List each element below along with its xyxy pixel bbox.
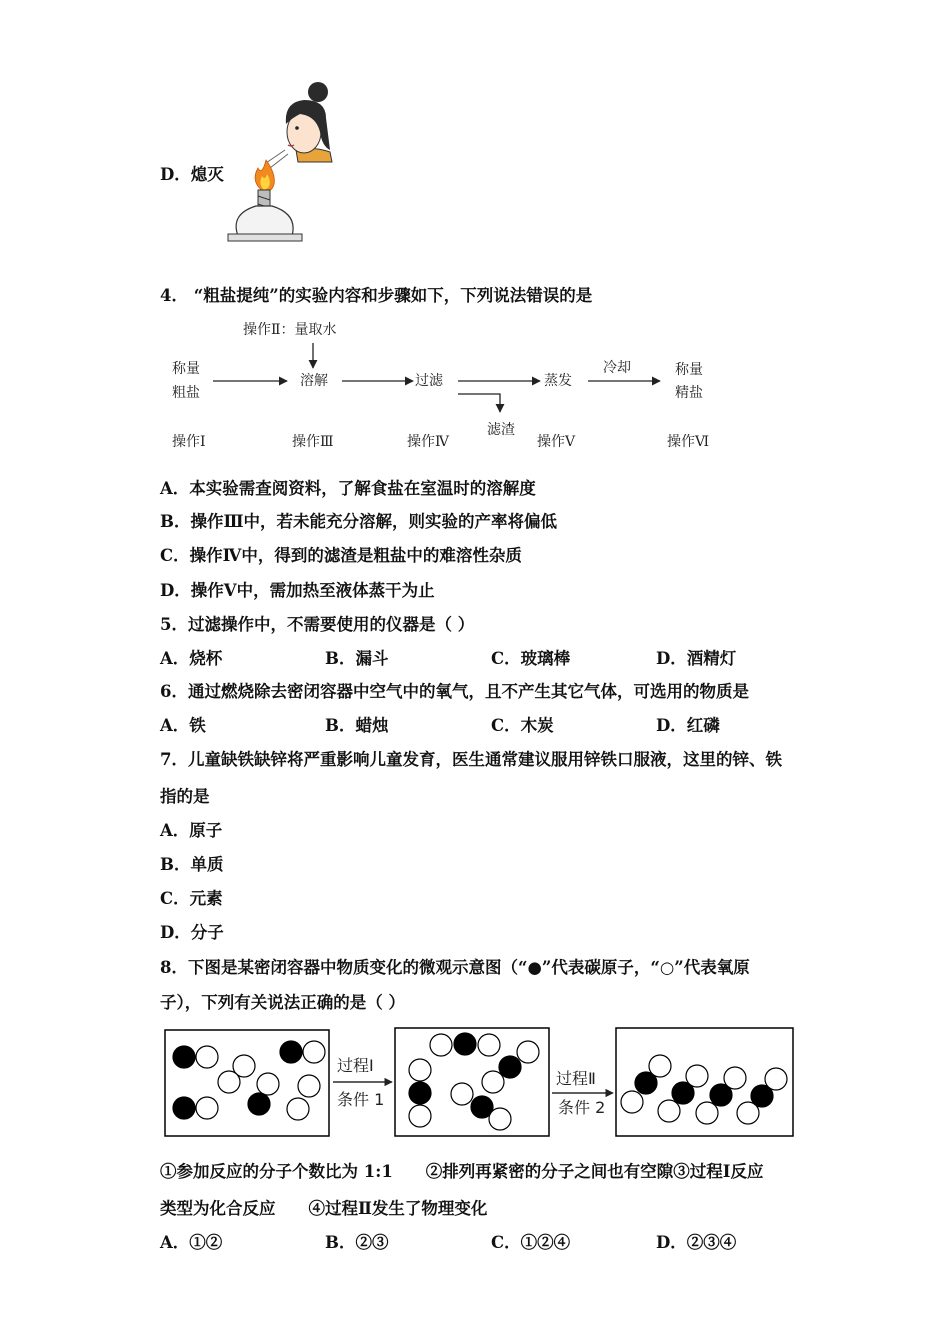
q8-stem-line2: 子），下列有关说法正确的是（ ） — [160, 993, 405, 1012]
q7-stem-line1: 7．儿童缺铁缺锌将严重影响儿童发育，医生通常建议服用锌铁口服液，这里的锌、铁 — [160, 750, 782, 769]
flow-op-label: 操作Ⅰ — [172, 434, 206, 450]
q4-option-a: A．本实验需查阅资料，了解食盐在室温时的溶解度 — [160, 479, 536, 498]
flow-op2-label: 操作Ⅱ：量取水 — [243, 322, 337, 338]
q7-option-c: C．元素 — [160, 889, 223, 908]
flow-op-label: 操作Ⅴ — [537, 434, 576, 450]
q6-option-b: B．蜡烛 — [325, 716, 389, 735]
q7-stem-line2: 指的是 — [160, 787, 210, 806]
oxygen-atom — [696, 1102, 718, 1124]
flow-op-label: 操作Ⅵ — [667, 434, 710, 450]
q5-stem: 5．过滤操作中，不需要使用的仪器是（ ） — [160, 615, 475, 634]
oxygen-atom — [218, 1071, 240, 1093]
carbon-atom — [173, 1046, 195, 1068]
carbon-atom — [280, 1041, 302, 1063]
oxygen-atom — [724, 1067, 746, 1089]
flow-filter: 过滤 — [415, 373, 443, 389]
oxygen-atom — [287, 1098, 309, 1120]
flow-end-line1: 称量 — [675, 362, 703, 378]
q5-option-b: B．漏斗 — [325, 649, 389, 668]
oxygen-atom — [430, 1034, 452, 1056]
flow-cool: 冷却 — [603, 360, 631, 376]
q6-stem: 6．通过燃烧除去密闭容器中空气中的氧气，且不产生其它气体，可选用的物质是 — [160, 682, 749, 701]
breath-line — [266, 150, 285, 163]
process-1-label: 过程Ⅰ — [337, 1056, 374, 1075]
flow-op-label: 操作Ⅳ — [407, 434, 449, 450]
oxygen-atom — [649, 1055, 671, 1077]
q8-option-d: D．②③④ — [656, 1233, 737, 1252]
q8-stem-line1: 8．下图是某密闭容器中物质变化的微观示意图（“●”代表碳原子，“○”代表氧原 — [160, 958, 750, 977]
girl-blowing-out-alcohol-lamp-illustration — [226, 78, 334, 244]
process-2-label: 过程Ⅱ — [556, 1069, 596, 1088]
lamp-glass-body — [236, 206, 293, 236]
oxygen-atom — [482, 1071, 504, 1093]
q7-option-b: B．单质 — [160, 855, 224, 874]
lamp-base — [228, 234, 302, 241]
q5-option-a: A．烧杯 — [160, 649, 223, 668]
q8-statements-line1: ①参加反应的分子个数比为 1:1 ②排列再紧密的分子之间也有空隙③过程Ⅰ反应 — [160, 1162, 764, 1181]
oxygen-atom — [765, 1068, 787, 1090]
oxygen-atom — [303, 1041, 325, 1063]
oxygen-atom — [517, 1041, 539, 1063]
flow-start-line2: 粗盐 — [172, 385, 200, 401]
carbon-atom — [409, 1082, 431, 1104]
q8-molecule-diagram — [160, 1022, 800, 1142]
q4-option-b: B．操作Ⅲ中，若未能充分溶解，则实验的产率将偏低 — [160, 512, 558, 531]
oxygen-atom — [196, 1097, 218, 1119]
q6-option-d: D．红磷 — [656, 716, 720, 735]
oxygen-atom — [686, 1065, 708, 1087]
q8-option-b: B．②③ — [325, 1233, 389, 1252]
flow-op-label: 操作Ⅲ — [292, 434, 334, 450]
carbon-atom — [173, 1097, 195, 1119]
q6-option-a: A．铁 — [160, 716, 206, 735]
flow-start-line1: 称量 — [172, 361, 200, 377]
flow-dissolve: 溶解 — [300, 373, 328, 389]
oxygen-atom — [196, 1046, 218, 1068]
q7-option-a: A．原子 — [160, 821, 223, 840]
q5-option-d: D．酒精灯 — [656, 649, 737, 668]
oxygen-atom — [478, 1034, 500, 1056]
carbon-atom — [499, 1056, 521, 1078]
q8-statements-line2: 类型为化合反应 ④过程Ⅱ发生了物理变化 — [160, 1199, 488, 1218]
carbon-atom — [454, 1033, 476, 1055]
oxygen-atom — [298, 1075, 320, 1097]
flow-end-line2: 精盐 — [675, 385, 703, 401]
carbon-atom — [248, 1093, 270, 1115]
arrow-to-residue — [458, 394, 500, 412]
oxygen-atom — [257, 1073, 279, 1095]
oxygen-atom — [621, 1091, 643, 1113]
q5-option-c: C．玻璃棒 — [491, 649, 571, 668]
oxygen-atom — [451, 1083, 473, 1105]
q4-option-d: D．操作Ⅴ中，需加热至液体蒸干为止 — [160, 581, 435, 600]
hair-bun — [308, 82, 328, 102]
oxygen-atom — [409, 1105, 431, 1127]
q4-option-c: C．操作Ⅳ中，得到的滤渣是粗盐中的难溶性杂质 — [160, 546, 522, 565]
q4-stem: 4． “粗盐提纯”的实验内容和步骤如下，下列说法错误的是 — [160, 286, 593, 305]
oxygen-atom — [489, 1108, 511, 1130]
girl-eye — [295, 126, 299, 130]
q8-option-a: A．①② — [160, 1233, 223, 1252]
flow-residue: 滤渣 — [487, 422, 515, 438]
oxygen-atom — [409, 1059, 431, 1081]
q6-option-c: C．木炭 — [491, 716, 554, 735]
condition-1-label: 条件 1 — [337, 1090, 385, 1109]
q8-option-c: C．①②④ — [491, 1233, 571, 1252]
q7-option-d: D．分子 — [160, 923, 224, 942]
condition-2-label: 条件 2 — [558, 1098, 606, 1117]
flow-evaporate: 蒸发 — [544, 373, 572, 389]
oxygen-atom — [658, 1100, 680, 1122]
breath-line — [270, 154, 288, 168]
q3-option-d: D．熄灭 — [160, 165, 224, 184]
